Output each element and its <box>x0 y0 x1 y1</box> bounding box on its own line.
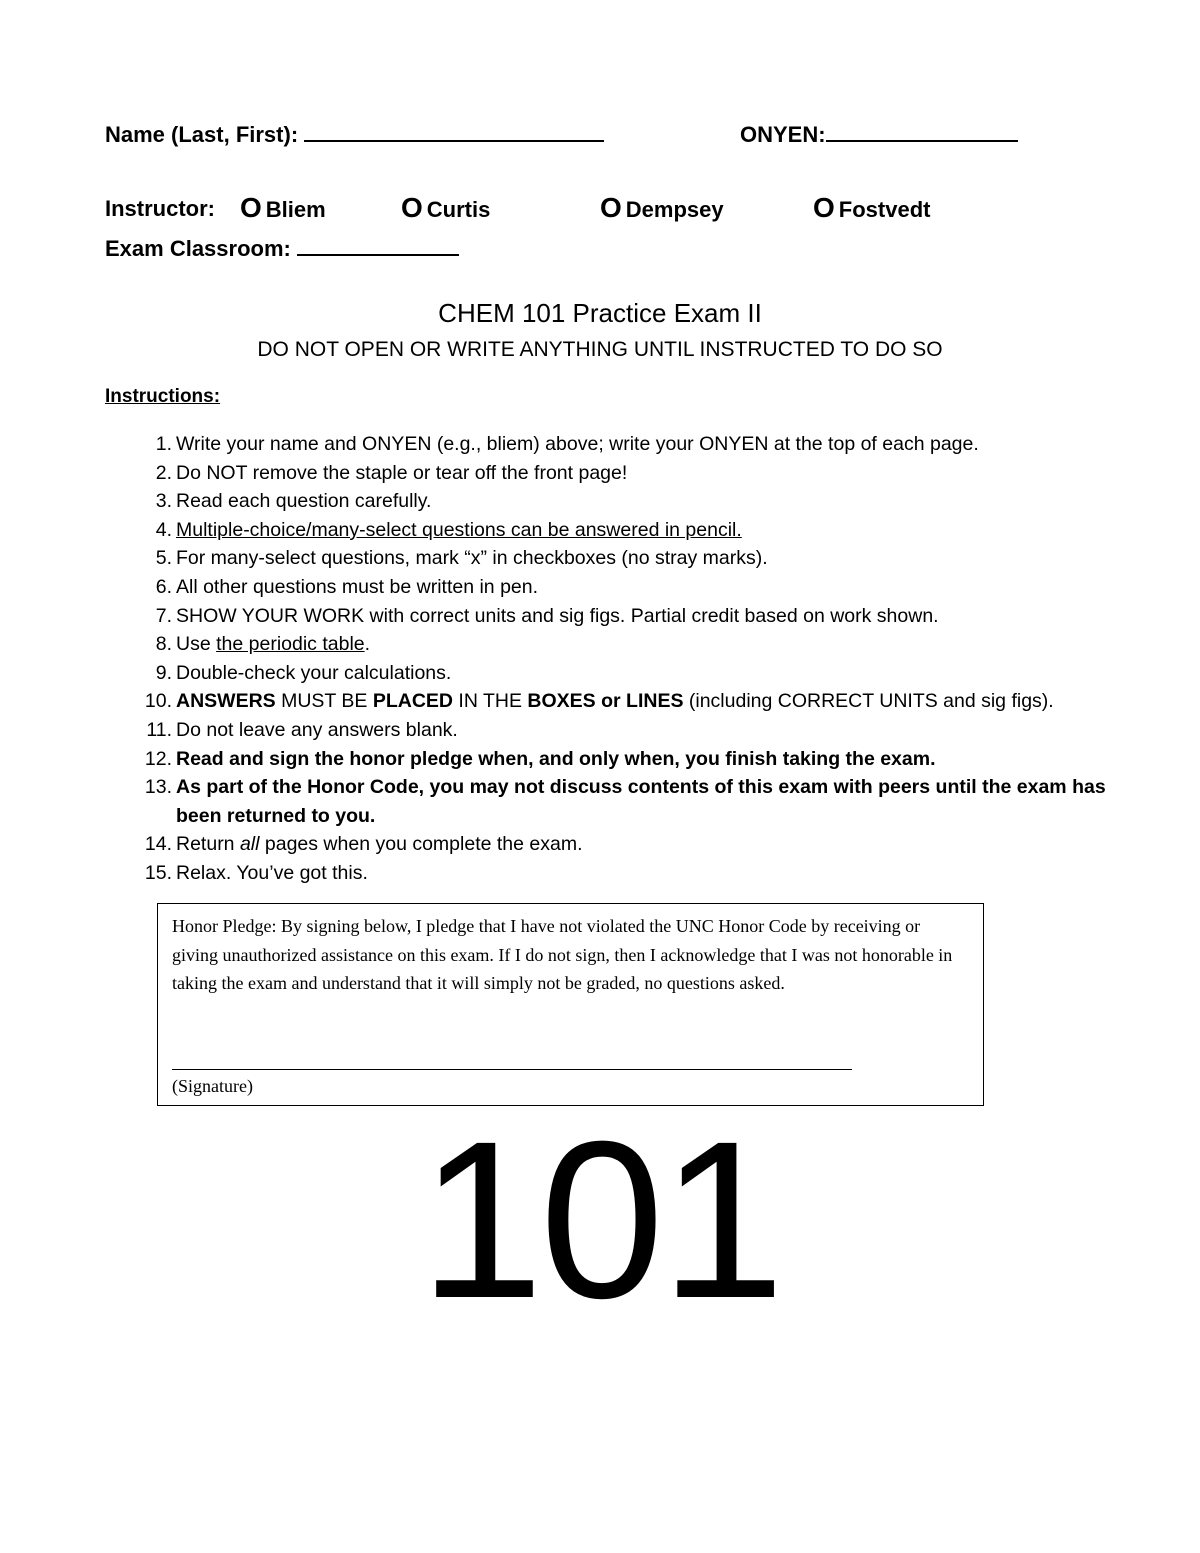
list-item: 4. Multiple-choice/many-select questions can be answered in pencil. <box>155 518 742 541</box>
instructor-option-curtis: O Curtis <box>401 192 491 223</box>
classroom-blank-line <box>297 232 459 256</box>
list-item: 15. Relax. You’ve got this. <box>144 861 368 884</box>
name-blank-line <box>304 118 604 142</box>
list-item: 7. SHOW YOUR WORK with correct units and sig figs. Partial credit based on work shown. <box>155 604 939 627</box>
signature-label: (Signature) <box>172 1076 253 1096</box>
list-item: 6. All other questions must be written in pen. <box>155 575 539 598</box>
list-item: 12. Read and sign the honor pledge when, and only when, you finish taking the exam. <box>144 747 936 770</box>
exam-subtitle: DO NOT OPEN OR WRITE ANYTHING UNTIL INSTRUCTED TO DO SO <box>257 338 943 361</box>
radio-circle-icon: O <box>240 192 262 223</box>
honor-pledge-box <box>157 903 984 1106</box>
list-item: 8. Use the periodic table. <box>155 633 371 656</box>
radio-circle-icon: O <box>813 192 835 223</box>
instructor-option-dempsey: O Dempsey <box>600 192 724 223</box>
course-number: 101 <box>419 1095 781 1345</box>
onyen-label: ONYEN: <box>740 122 826 147</box>
name-label: Name (Last, First): <box>105 122 299 147</box>
classroom-label: Exam Classroom: <box>105 236 291 261</box>
instructor-option-fostvedt: O Fostvedt <box>813 192 931 223</box>
instructor-label: Instructor: <box>105 196 215 221</box>
list-item: 3. Read each question carefully. <box>155 490 432 513</box>
name-field <box>105 118 604 148</box>
radio-circle-icon: O <box>600 192 622 223</box>
list-item: 11. Do not leave any answers blank. <box>146 718 458 741</box>
honor-pledge-text: Honor Pledge: By signing below, I pledge that I have not violated the UNC Honor Code by receiving or giving unauthorized assistance on this exam. If I do not sign, then I acknowledge that I was not honorable in taking the exam and understand that it will simply not be graded, no questions asked. <box>172 916 953 993</box>
list-item: 2. Do NOT remove the staple or tear off the front page! <box>155 461 628 484</box>
list-item: 9. Double-check your calculations. <box>155 661 452 684</box>
exam-title: CHEM 101 Practice Exam II <box>438 298 762 328</box>
list-item: 14. Return all pages when you complete the exam. <box>144 833 583 856</box>
instructions-list <box>100 430 1120 888</box>
periodic-table-link: the periodic table <box>216 633 365 656</box>
instructions-heading: Instructions: <box>105 386 221 407</box>
classroom-field <box>105 232 459 262</box>
list-item: 10. ANSWERS MUST BE PLACED IN THE BOXES or LINES (including CORRECT UNITS and sig figs). <box>144 690 1054 713</box>
onyen-blank-line <box>826 118 1018 142</box>
list-item: 5. For many-select questions, mark “x” in checkboxes (no stray marks). <box>155 547 768 570</box>
instructor-option-bliem: O Bliem <box>240 192 326 223</box>
signature-line[interactable] <box>172 1069 852 1070</box>
onyen-field <box>740 118 1018 148</box>
radio-circle-icon: O <box>401 192 423 223</box>
list-item: 1. Write your name and ONYEN (e.g., bliem) above; write your ONYEN at the top of each page. <box>155 433 979 455</box>
list-item: 13. As part of the Honor Code, you may not discuss contents of this exam with peers until the exam has been returned to you. <box>144 776 1106 827</box>
